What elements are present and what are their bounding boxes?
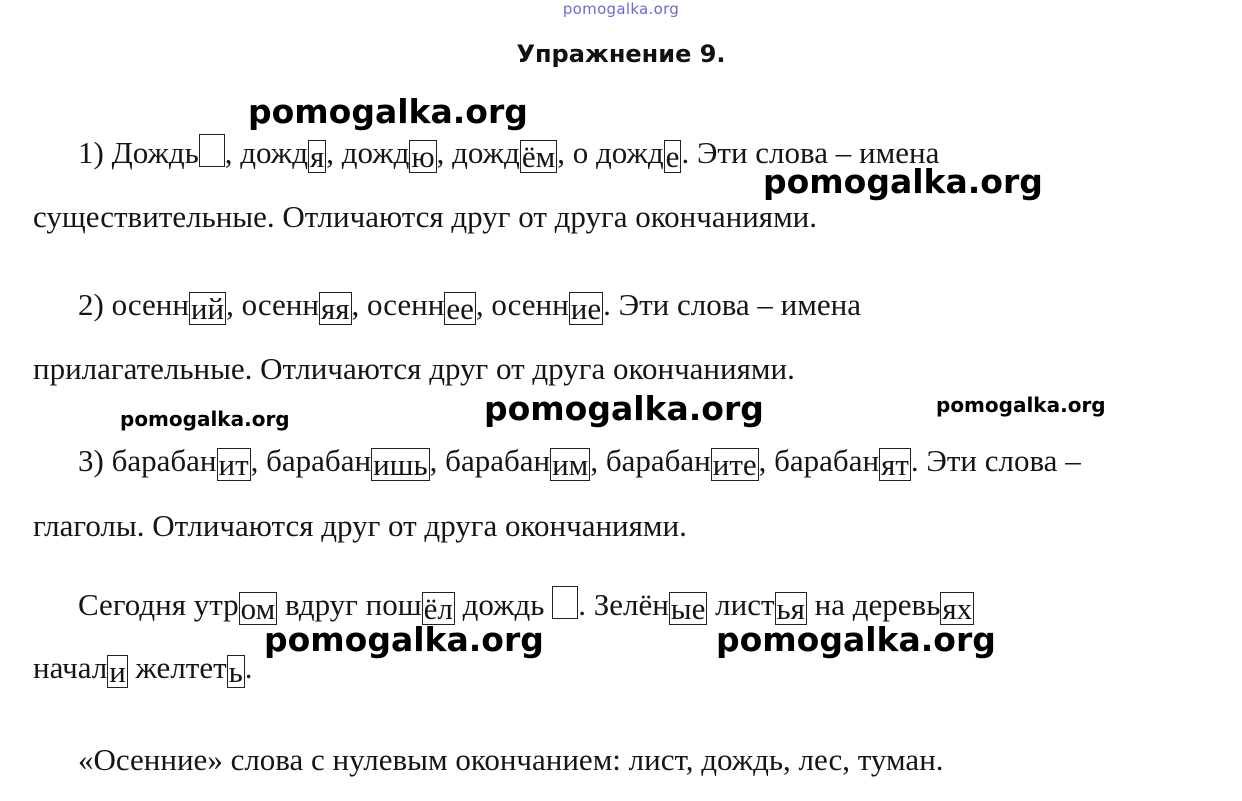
text: на деревь [806,587,941,622]
text: , дожд [436,135,520,170]
ending-box: ья [776,591,805,626]
watermark: pomogalka.org [264,620,544,659]
ending-box: и [109,654,126,689]
watermark: pomogalka.org [120,407,290,431]
watermark: pomogalka.org [248,92,528,131]
ending-box-empty [552,586,578,619]
ending-box: ые [670,591,706,626]
watermark: pomogalka.org [936,393,1106,417]
text: . [244,650,253,685]
page-title: Упражнение 9. [516,40,726,68]
ending-box: ём [521,139,556,174]
ending-box: ь [228,654,243,689]
site-mark[interactable]: pomogalka.org [562,0,680,18]
text: , дожд [326,135,410,170]
text: , осенн [226,287,319,322]
ending-box: ю [411,139,435,174]
text: Сегодня утр [78,587,239,622]
ending-box: ий [190,291,225,326]
text: , барабан [429,443,551,478]
text: . Эти слова – [910,443,1081,478]
ending-box: ёл [423,591,453,626]
paragraph-3-line-2: глаголы. Отличаются друг от друга окончаниями. [33,508,687,543]
paragraph-2-line-2: прилагательные. Отличаются друг от друга окончаниями. [33,351,795,386]
ending-box: е [665,139,680,174]
ending-box: ишь [373,447,428,482]
text: , барабан [758,443,880,478]
paragraph-3-line-1 [78,443,1081,481]
paragraph-2-line-1 [78,287,861,325]
text: 2) осенн [78,287,189,322]
text: 3) барабан [78,443,217,478]
text: начал [33,650,108,685]
ending-box: им [552,447,589,482]
ending-box: ее [446,291,474,326]
text: , о дожд [557,135,664,170]
text: лист [707,587,775,622]
ending-box: ят [881,447,909,482]
text: дождь [454,587,553,622]
ending-box: ит [218,447,249,482]
paragraph-4-line-2 [33,650,253,688]
text: . Зелён [578,587,669,622]
text: , дожд [224,135,308,170]
ending-box-empty [199,134,225,167]
watermark: pomogalka.org [763,162,1043,201]
watermark: pomogalka.org [484,389,764,428]
ending-box: ом [240,591,276,626]
paragraph-5: «Осенние» слова с нулевым окончанием: лист, дождь, лес, туман. [78,742,944,777]
ending-box: яя [320,291,350,326]
ending-box: ие [570,291,602,326]
watermark: pomogalka.org [716,620,996,659]
text: . Эти слова – имена [681,135,940,170]
text: желтет [127,650,227,685]
text: , барабан [590,443,711,478]
text: , барабан [250,443,372,478]
text: , осенн [351,287,445,322]
ending-box: ях [942,591,973,626]
paragraph-1-line-2: существительные. Отличаются друг от друга окончаниями. [33,199,818,234]
text: , осенн [475,287,569,322]
ending-box: я [309,139,325,174]
ending-box: ите [712,447,757,482]
text: 1) Дождь [78,135,199,170]
text: вдруг пош [277,587,422,622]
text: . Эти слова – имена [603,287,861,322]
